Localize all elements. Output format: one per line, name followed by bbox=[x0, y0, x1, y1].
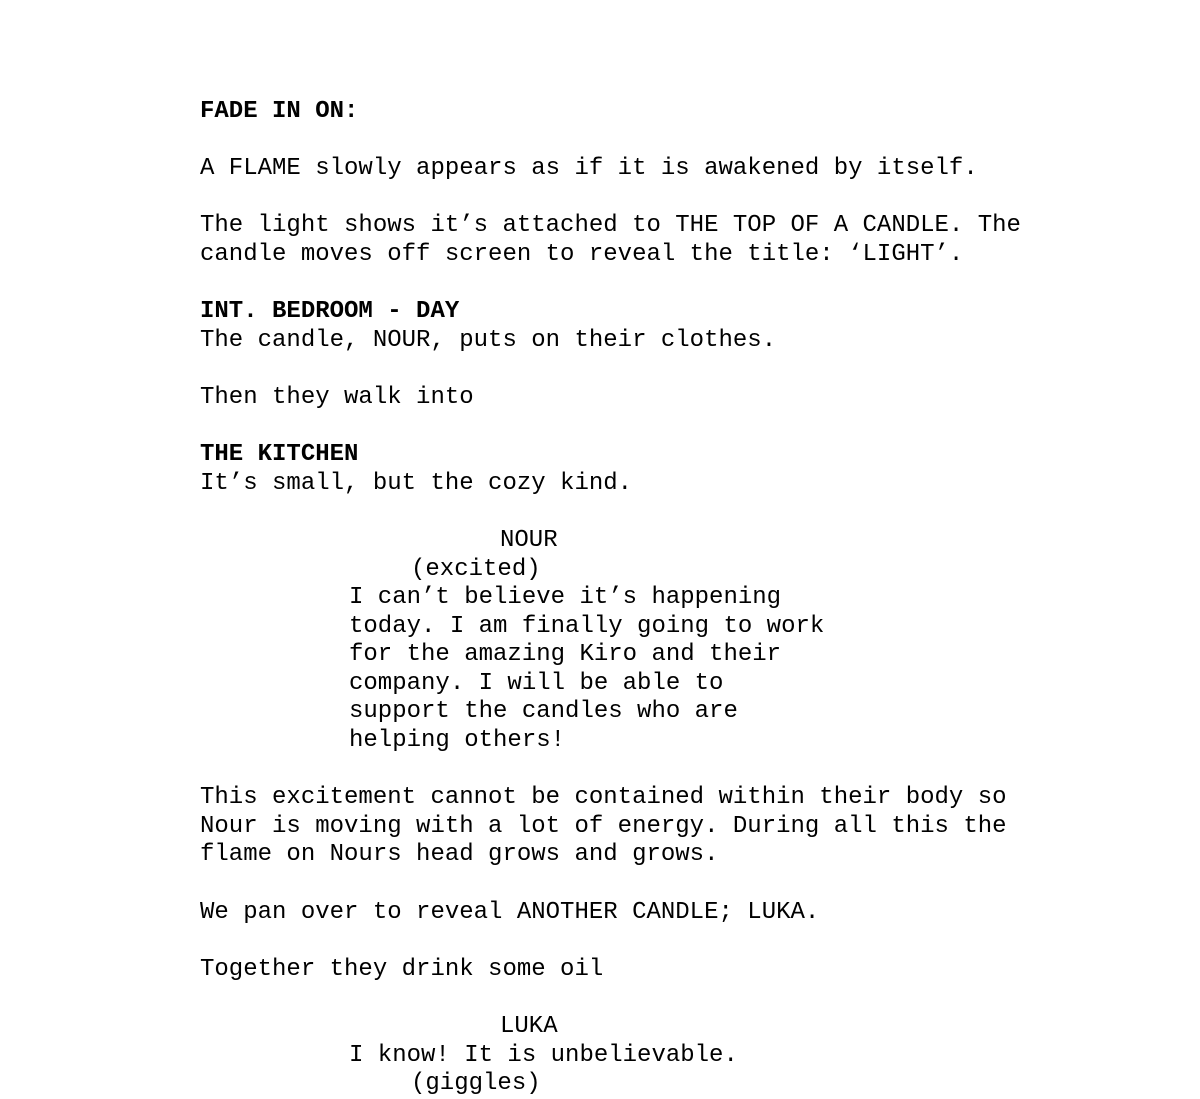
dialogue-line: I can’t believe it’s happening bbox=[349, 584, 782, 612]
dialogue-line: today. I am finally going to work bbox=[349, 612, 825, 640]
action-line: Together they drink some oil bbox=[200, 955, 604, 983]
action-line: We pan over to reveal ANOTHER CANDLE; LUKA. bbox=[200, 898, 820, 926]
blank-line bbox=[200, 270, 1160, 299]
dialogue-line: for the amazing Kiro and their bbox=[349, 641, 782, 669]
character-name: LUKA bbox=[500, 1013, 558, 1040]
parenthetical: (excited) bbox=[411, 555, 541, 583]
blank-line bbox=[200, 756, 1160, 785]
dialogue-line: I know! It is unbelievable. bbox=[349, 1041, 738, 1069]
action-line: Nour is moving with a lot of energy. During all this the bbox=[200, 812, 1007, 840]
blank-line bbox=[200, 184, 1160, 213]
fade-in-transition: FADE IN ON: bbox=[200, 98, 359, 125]
blank-line bbox=[200, 355, 1160, 384]
dialogue-line: support the candles who are bbox=[349, 698, 738, 726]
blank-line bbox=[200, 127, 1160, 156]
scene-heading: THE KITCHEN bbox=[200, 441, 359, 469]
action-line: It’s small, but the cozy kind. bbox=[200, 469, 633, 497]
blank-line bbox=[200, 413, 1160, 442]
blank-line bbox=[200, 984, 1160, 1013]
blank-line bbox=[200, 927, 1160, 956]
character-name: NOUR bbox=[500, 526, 558, 554]
dialogue-line: helping others! bbox=[349, 727, 566, 755]
action-line: flame on Nours head grows and grows. bbox=[200, 841, 719, 869]
action-line: The candle, NOUR, puts on their clothes. bbox=[200, 326, 777, 354]
screenplay-page bbox=[200, 98, 1160, 1099]
dialogue-line: company. I will be able to bbox=[349, 669, 724, 697]
action-line: A FLAME slowly appears as if it is awakened by itself. bbox=[200, 155, 978, 183]
action-line: Then they walk into bbox=[200, 383, 474, 411]
action-line: candle moves off screen to reveal the title: ‘LIGHT’. bbox=[200, 240, 964, 268]
blank-line bbox=[200, 870, 1160, 899]
parenthetical: (giggles) bbox=[411, 1070, 541, 1098]
scene-heading: INT. BEDROOM - DAY bbox=[200, 298, 460, 326]
blank-line bbox=[200, 498, 1160, 527]
action-line: This excitement cannot be contained within their body so bbox=[200, 784, 1007, 812]
action-line: The light shows it’s attached to THE TOP OF A CANDLE. The bbox=[200, 212, 1021, 240]
